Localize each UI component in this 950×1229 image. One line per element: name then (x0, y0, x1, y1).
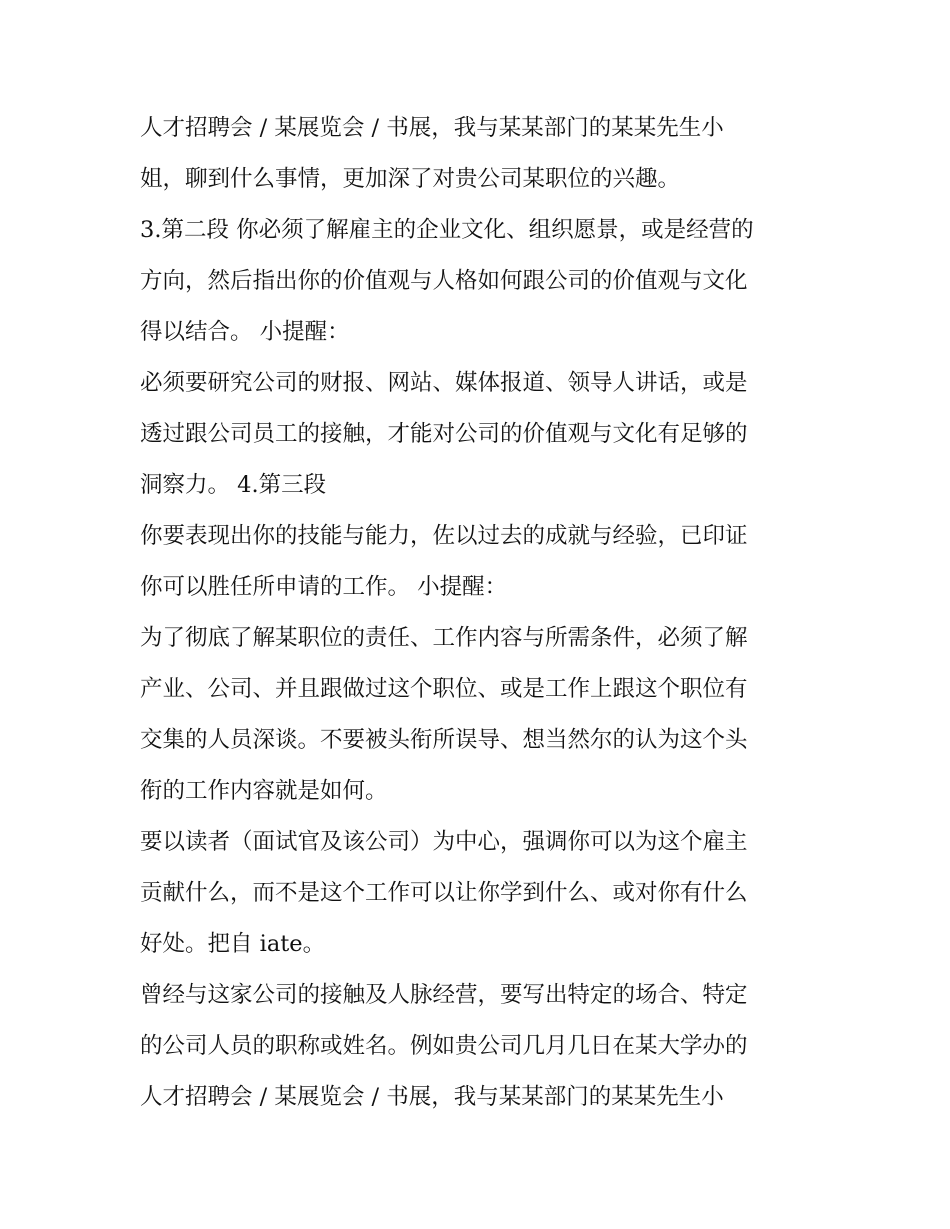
text-line: 交集的人员深谈。不要被头衔所误导、想当然尔的认为这个头 (140, 727, 748, 753)
text-line: 姐，聊到什么事情，更加深了对贵公司某职位的兴趣。 (140, 166, 681, 192)
text-line: 好处。把自 iate。 (140, 931, 326, 957)
text-line: 产业、公司、并且跟做过这个职位、或是工作上跟这个职位有 (140, 676, 748, 702)
text-line: 衔的工作内容就是如何。 (140, 778, 388, 804)
text-line: 洞察力。 4.第三段 (140, 472, 327, 498)
text-line: 人才招聘会 / 某展览会 / 书展，我与某某部门的某某先生小 (140, 1084, 724, 1110)
text-line: 方向，然后指出你的价值观与人格如何跟公司的价值观与文化 (140, 268, 748, 294)
text-line: 的公司人员的职称或姓名。例如贵公司几月几日在某大学办的 (140, 1033, 748, 1059)
text-line: 为了彻底了解某职位的责任、工作内容与所需条件，必须了解 (140, 625, 748, 651)
text-line: 得以结合。 小提醒： (140, 319, 350, 345)
text-line: 透过跟公司员工的接触，才能对公司的价值观与文化有足够的 (140, 421, 748, 447)
text-line: 你可以胜任所申请的工作。 小提醒： (140, 574, 508, 600)
text-line: 要以读者（面试官及该公司）为中心，强调你可以为这个雇主 (140, 829, 748, 855)
text-line: 曾经与这家公司的接触及人脉经营，要写出特定的场合、特定 (140, 982, 748, 1008)
text-line: 人才招聘会 / 某展览会 / 书展，我与某某部门的某某先生小 (140, 115, 724, 141)
text-line: 你要表现出你的技能与能力，佐以过去的成就与经验，已印证 (140, 523, 748, 549)
text-line: 贡献什么，而不是这个工作可以让你学到什么、或对你有什么 (140, 880, 748, 906)
text-line: 3.第二段 你必须了解雇主的企业文化、组织愿景，或是经营的 (140, 217, 754, 243)
text-line: 必须要研究公司的财报、网站、媒体报道、领导人讲话，或是 (140, 370, 748, 396)
